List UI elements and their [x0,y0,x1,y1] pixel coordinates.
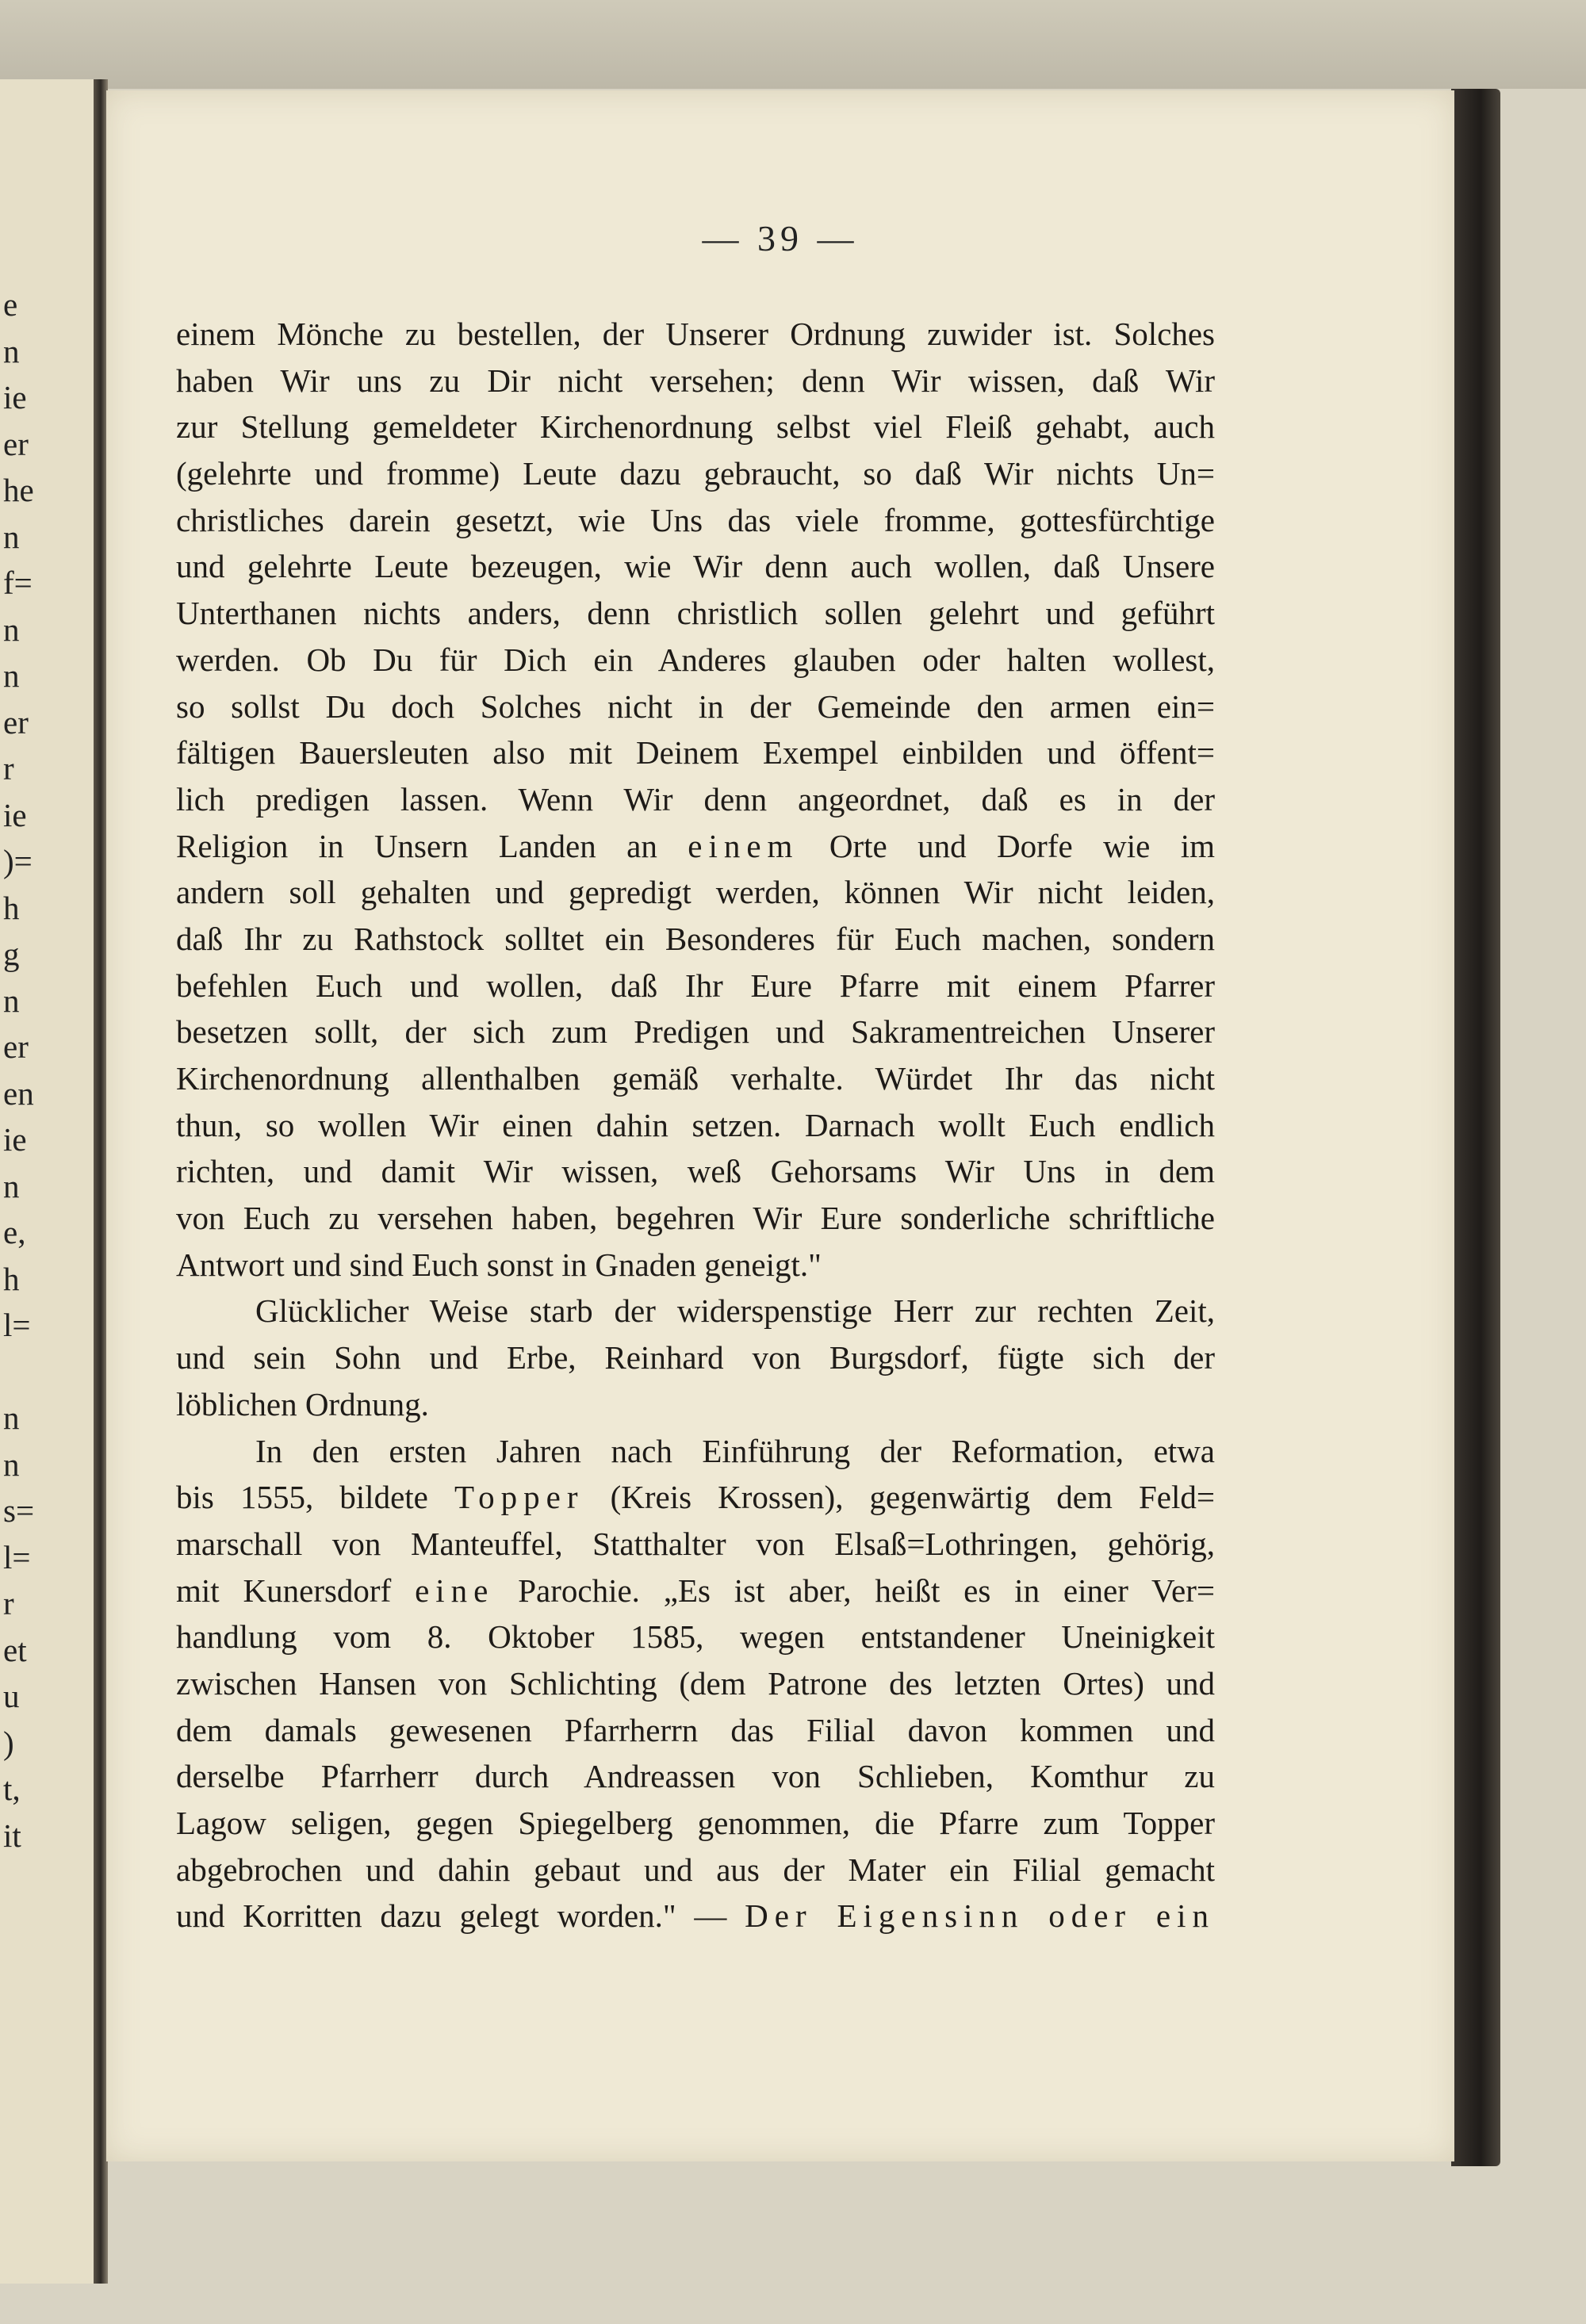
body-text [176,311,1215,1939]
left-page-text-fragment: n [3,657,20,694]
left-page-text-fragment: r [3,1585,14,1621]
left-page-text-fragment: it [3,1817,21,1854]
left-page-text-fragment: n [3,518,20,555]
text-line [176,1847,1215,1893]
text-line [176,1055,1215,1102]
left-page-edge [0,79,95,2284]
text-segment: Kirchenordnung allenthalben gemäß verhalte. Würdet Ihr das nicht [176,1060,1215,1097]
text-line [176,497,1215,544]
text-line [176,1893,1215,1939]
book-page [106,90,1454,2161]
left-page-text-fragment: ie [3,1121,27,1158]
text-line [176,823,1215,870]
text-segment: In den ersten Jahren nach Einführung der Reformation, etwa [255,1432,1215,1469]
left-page-text-fragment: h [3,1260,20,1297]
left-page-text-fragment: l= [3,1307,31,1343]
left-page-text-fragment: r [3,750,14,787]
text-line [176,1800,1215,1847]
spaced-emphasis-text: Topper [454,1479,584,1516]
left-page-text-fragment: l= [3,1538,31,1575]
left-page-text-fragment: e [3,286,18,323]
text-line [176,1381,1215,1428]
scan-background [0,0,1586,89]
left-page-text-fragment: e, [3,1214,26,1250]
text-segment: (gelehrte und fromme) Leute dazu gebraucht, so daß Wir nichts Un= [176,455,1215,492]
text-segment: werden. Ob Du für Dich ein Anderes glauben oder halten wollest, [176,641,1215,678]
left-page-text-fragment: er [3,703,29,741]
text-line [176,683,1215,730]
text-line [176,1614,1215,1660]
spaced-emphasis-text: Der Eigensinn oder ein [745,1897,1215,1935]
text-line [176,776,1215,823]
left-page-text-fragment: he [3,472,34,508]
left-page-text-fragment: )= [3,843,33,879]
text-segment: richten, und damit Wir wissen, weß Gehorsams Wir Uns in dem [176,1153,1215,1190]
text-segment: daß Ihr zu Rathstock solltet ein Besonderes für Euch machen, sondern [176,920,1215,957]
text-segment: und sein Sohn und Erbe, Reinhard von Burgsdorf, fügte sich der [176,1339,1215,1376]
left-page-text-fragment: n [3,1445,20,1483]
text-line [176,1707,1215,1754]
left-page-text-fragment: ie [3,796,27,833]
left-page-text-fragment: h [3,889,20,926]
text-segment: so sollst Du doch Solches nicht in der Gemeinde den armen ein= [176,687,1215,725]
text-segment: lich predigen lassen. Wenn Wir denn angeordnet, daß es in der [176,780,1215,817]
text-segment: (Kreis Krossen), gegenwärtig dem Feld= [584,1479,1215,1516]
left-page-text-fragment: g [3,936,20,972]
text-segment: löblichen Ordnung. [176,1385,429,1422]
book-cover-edge [1451,89,1500,2166]
text-line [176,1521,1215,1568]
left-page-text-fragment: ie [3,379,27,415]
text-segment: Orte und Dorfe wie im [799,827,1215,864]
text-segment: Antwort und sind Euch sonst in Gnaden geneigt." [176,1246,822,1283]
text-segment: derselbe Pfarrherr durch Andreassen von Schlieben, Komthur zu [176,1758,1215,1795]
text-segment: bis 1555, bildete [176,1479,454,1516]
text-line [176,311,1215,358]
text-line [176,1428,1215,1475]
left-page-text-fragment: s= [3,1492,35,1529]
text-segment: befehlen Euch und wollen, daß Ihr Eure Pfarre mit einem Pfarrer [176,967,1215,1004]
left-page-text-fragment: u [3,1678,20,1714]
text-line [176,1102,1215,1149]
text-segment: mit Kunersdorf [176,1572,416,1609]
text-segment: zwischen Hansen von Schlichting (dem Patrone des letzten Ortes) und [176,1664,1215,1702]
left-page-text-fragment: n [3,1167,20,1204]
spaced-emphasis-text: eine [415,1572,495,1609]
left-page-text-fragment: f= [3,565,33,601]
text-line [176,916,1215,963]
text-segment: dem damals gewesenen Pfarrherrn das Filial davon kommen und [176,1711,1215,1748]
text-line [176,869,1215,916]
text-segment: Religion in Unsern Landen an [176,827,688,864]
text-line [176,1009,1215,1055]
left-page-text-fragment: er [3,1028,29,1065]
text-line [176,1568,1215,1614]
text-segment: von Euch zu versehen haben, begehren Wir Eure sonderliche schriftliche [176,1200,1215,1237]
text-line [176,358,1215,404]
text-segment: marschall von Manteuffel, Statthalter von Elsaß=Lothringen, gehörig, [176,1525,1215,1562]
left-page-text-fragment: en [3,1074,34,1112]
text-segment: einem Mönche zu bestellen, der Unserer Ordnung zuwider ist. Solches [176,316,1215,352]
left-page-text-fragment: n [3,982,20,1019]
text-line [176,1474,1215,1521]
text-segment: andern soll gehalten und gepredigt werden, können Wir nicht leiden, [176,874,1215,911]
text-line [176,1195,1215,1242]
spaced-emphasis-text: einem [688,827,799,864]
left-page-text-fragment: ) [3,1724,14,1761]
text-segment: Unterthanen nichts anders, denn christlich sollen gelehrt und geführt [176,595,1215,632]
text-line [176,404,1215,450]
text-segment: und gelehrte Leute bezeugen, wie Wir denn auch wollen, daß Unsere [176,548,1215,585]
text-segment: Glücklicher Weise starb der widerspenstige Herr zur rechten Zeit, [255,1292,1215,1330]
text-line [176,729,1215,776]
text-line [176,1660,1215,1707]
text-segment: besetzen sollt, der sich zum Predigen und Sakramentreichen Unserer [176,1013,1215,1051]
text-segment: Lagow seligen, gegen Spiegelberg genommen, die Pfarre zum Topper [176,1805,1215,1841]
text-segment: abgebrochen und dahin gebaut und aus der Mater ein Filial gemacht [176,1851,1215,1888]
left-page-text-fragment: er [3,425,29,462]
text-line [176,637,1215,683]
left-page-text-fragment: n [3,1399,20,1436]
text-line [176,1242,1215,1288]
left-page-text-fragment: n [3,611,20,648]
text-segment: zur Stellung gemeldeter Kirchenordnung selbst viel Fleiß gehabt, auch [176,408,1215,446]
left-page-text-fragment: et [3,1631,27,1668]
text-segment: und Korritten dazu gelegt worden." — [176,1897,745,1935]
text-line [176,1753,1215,1800]
text-segment: fältigen Bauersleuten also mit Deinem Exempel einbilden und öffent= [176,734,1215,771]
text-line [176,963,1215,1009]
text-segment: haben Wir uns zu Dir nicht versehen; denn Wir wissen, daß Wir [176,362,1215,399]
text-line [176,543,1215,590]
text-segment: handlung vom 8. Oktober 1585, wegen entstandener Uneinigkeit [176,1618,1215,1656]
text-line [176,450,1215,497]
text-segment: thun, so wollen Wir einen dahin setzen. Darnach wollt Euch endlich [176,1106,1215,1143]
text-line [176,590,1215,637]
left-page-text-fragment: t, [3,1771,21,1807]
text-line [176,1148,1215,1195]
text-line [176,1334,1215,1381]
page-number: — 39 — [702,218,859,258]
left-page-text-fragment: n [3,332,20,369]
text-line [176,1288,1215,1334]
text-segment: Parochie. „Es ist aber, heißt es in einer Ver= [494,1572,1215,1609]
text-segment: christliches darein gesetzt, wie Uns das viele fromme, gottesfürchtige [176,501,1215,538]
